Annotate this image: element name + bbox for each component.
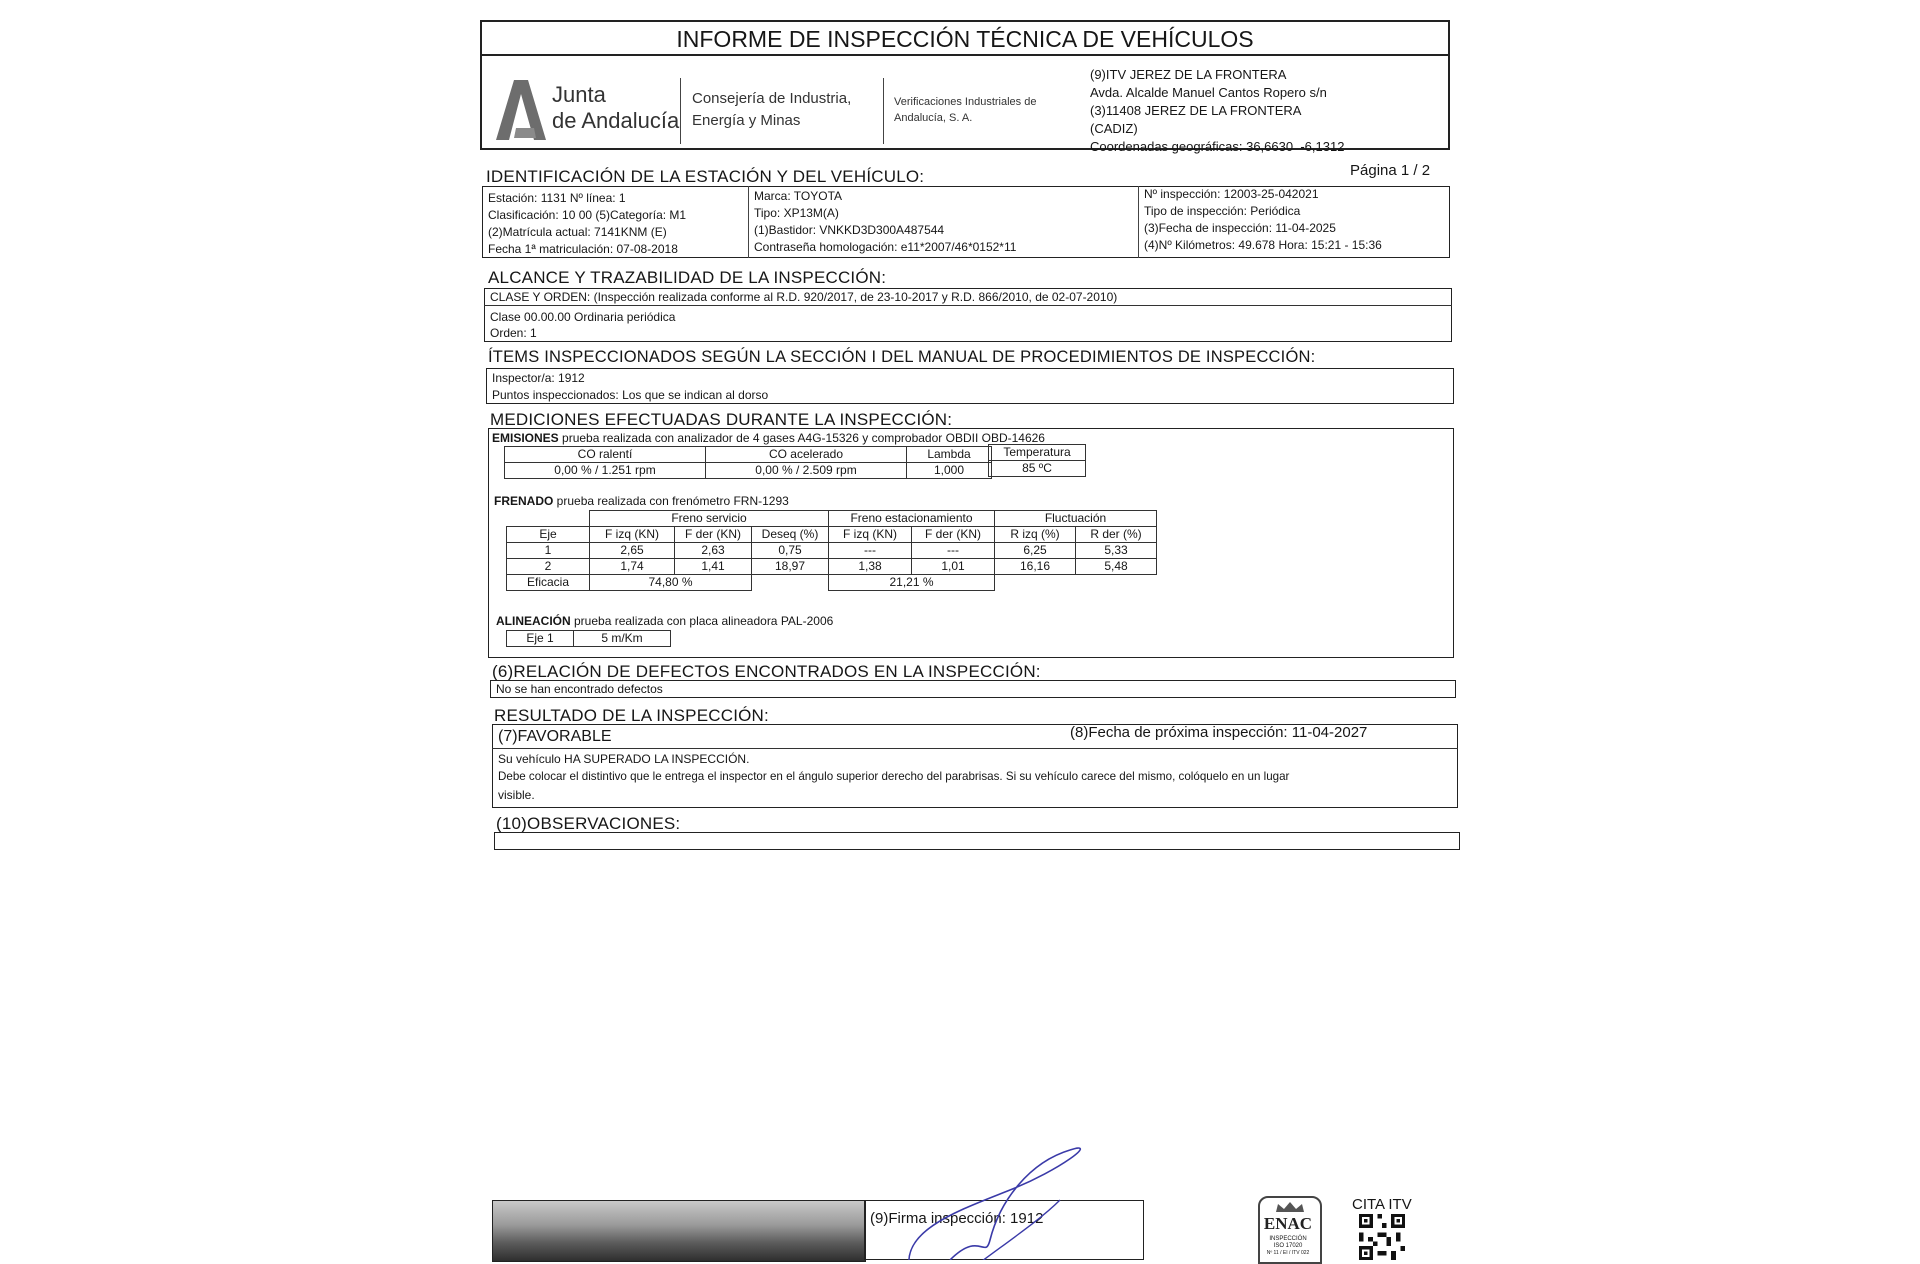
firma-inspeccion: (9)Firma inspección: 1912 [870,1210,1044,1227]
orden: Orden: 1 [490,326,537,340]
brake-col-header: Deseq (%) [752,527,829,543]
brake-cell: 2 [507,559,590,575]
temperatura-value: 85 ºC [989,461,1086,477]
brake-cell: 2,63 [675,543,752,559]
id-field: (4)Nº Kilómetros: 49.678 Hora: 15:21 - 15:36 [1144,238,1382,252]
mediciones-title: MEDICIONES EFECTUADAS DURANTE LA INSPECCIÓN: [490,410,953,429]
document-title: INFORME DE INSPECCIÓN TÉCNICA DE VEHÍCULOS [676,26,1254,52]
verificaciones-line1: Verificaciones Industriales de [894,96,1037,108]
enac-small-1: INSPECCIÓN [1269,1236,1307,1242]
id-field: Nº inspección: 12003-25-042021 [1144,187,1319,201]
document-page [470,20,1460,1260]
frenado-description [494,494,789,508]
emisiones-table [504,446,992,479]
junta-line1: Junta [552,82,606,107]
brake-cell: 5,33 [1076,543,1157,559]
identificacion-col3 [1144,186,1382,254]
identificacion-title: IDENTIFICACIÓN DE LA ESTACIÓN Y DEL VEHÍCULO: [486,167,925,186]
station-info [1090,66,1344,156]
station-line: (9)ITV JEREZ DE LA FRONTERA [1090,67,1287,82]
enac-seal [1258,1196,1322,1264]
id-field: Fecha 1ª matriculación: 07-08-2018 [488,242,678,256]
table-row [507,543,1157,559]
brake-cell: 1 [507,543,590,559]
blank-cell [752,575,829,591]
items-title: ÍTEMS INSPECCIONADOS SEGÚN LA SECCIÓN I DEL MANUAL DE PROCEDIMIENTOS DE INSPECCIÓN: [488,348,1316,366]
brake-cell: 1,41 [675,559,752,575]
station-line: Avda. Alcalde Manuel Cantos Ropero s/n [1090,85,1327,100]
consejeria-line1: Consejería de Industria, [692,90,852,107]
superado-text: Su vehículo HA SUPERADO LA INSPECCIÓN. [498,752,750,766]
alcance-divider [484,305,1452,306]
brake-col-header: F der (KN) [675,527,752,543]
emisiones-text: prueba realizada con analizador de 4 gases A4G-15326 y comprobador OBDII OBD-14626 [558,431,1045,445]
defectos-text: No se han encontrado defectos [496,682,663,696]
id-field: (3)Fecha de inspección: 11-04-2025 [1144,221,1336,235]
header-divider-1 [680,78,681,144]
id-field: Estación: 1131 Nº línea: 1 [488,191,626,205]
distintivo-line1: Debe colocar el distintivo que le entrega el inspector en el ángulo superior derecho del parabrisas. Si su vehículo carece del mismo, colóquelo en un lugar [498,770,1290,783]
brake-cell: 1,01 [912,559,995,575]
freno-estacionamiento-header: Freno estacionamiento [829,511,995,527]
puntos-inspeccionados: Puntos inspeccionados: Los que se indican al dorso [492,388,769,402]
proxima-inspeccion: (8)Fecha de próxima inspección: 11-04-2027 [1070,724,1368,741]
brake-cell: 1,74 [590,559,675,575]
brake-cell: 1,38 [829,559,912,575]
header-divider-2 [883,78,884,144]
station-coordinates [1090,138,1344,156]
brake-col-header: Eje [507,527,590,543]
emisiones-header: CO ralentí [505,447,706,463]
brake-cell: 2,65 [590,543,675,559]
page-number: Página 1 / 2 [1350,162,1431,179]
id-field: (2)Matrícula actual: 7141KNM (E) [488,225,667,239]
alineacion-table [506,630,671,647]
alineacion-label: ALINEACIÓN [496,614,571,628]
id-field: Marca: TOYOTA [754,189,843,203]
identificacion-col2 [754,188,1016,256]
emisiones-description [492,431,1045,445]
clase-orden: CLASE Y ORDEN: (Inspección realizada conforme al R.D. 920/2017, de 23-10-2017 y R.D. 866/2010, de 02-07-2010) [490,290,1118,304]
brake-cell: 6,25 [995,543,1076,559]
emisiones-value: 1,000 [907,463,992,479]
blank-cell [507,511,590,527]
observaciones-title: (10)OBSERVACIONES: [496,814,681,833]
brake-col-header: F der (KN) [912,527,995,543]
verificaciones-line2: Andalucía, S. A. [894,112,973,124]
brake-col-header: R der (%) [1076,527,1157,543]
eficacia-estacionamiento: 21,21 % [829,575,995,591]
brake-cell: 18,97 [752,559,829,575]
alineacion-text: prueba realizada con placa alineadora PAL-2006 [570,614,834,628]
alcance-title: ALCANCE Y TRAZABILIDAD DE LA INSPECCIÓN: [488,268,887,287]
frenado-table [506,510,1157,591]
distintivo-line2: visible. [498,788,535,802]
coords-lon: -6,1312 [1300,139,1345,154]
clase: Clase 00.00.00 Ordinaria periódica [490,310,676,324]
signature-icon [890,1100,1130,1260]
resultado-favorable: (7)FAVORABLE [498,728,612,745]
id-field: (1)Bastidor: VNKKD3D300A487544 [754,223,945,237]
table-row [507,559,1157,575]
brake-col-header: F izq (KN) [590,527,675,543]
frenado-text: prueba realizada con frenómetro FRN-1293 [553,494,789,508]
coords-label: Coordenadas geográficas: 36,6630 [1090,139,1294,154]
station-line: (3)11408 JEREZ DE LA FRONTERA [1090,103,1302,118]
cita-itv-label: CITA ITV [1352,1196,1412,1213]
brake-cell: --- [829,543,912,559]
blank-cell [1076,575,1157,591]
crown-icon [1260,1200,1320,1214]
emisiones-header: Lambda [907,447,992,463]
brake-cell: --- [912,543,995,559]
junta-line2: de Andalucía [552,108,680,133]
resultado-title: RESULTADO DE LA INSPECCIÓN: [494,706,769,725]
enac-label: ENAC [1263,1214,1313,1233]
emisiones-value: 0,00 % / 1.251 rpm [505,463,706,479]
defectos-title: (6)RELACIÓN DE DEFECTOS ENCONTRADOS EN LA INSPECCIÓN: [492,662,1041,681]
eficacia-label: Eficacia [507,575,590,591]
brake-cell: 16,16 [995,559,1076,575]
vehicle-photo [492,1200,866,1262]
brake-col-header: R izq (%) [995,527,1076,543]
fluctuacion-header: Fluctuación [995,511,1157,527]
enac-small-2: ISO 17020 [1273,1243,1303,1249]
brake-col-header: F izq (KN) [829,527,912,543]
brake-cell: 5,48 [1076,559,1157,575]
temperatura-header: Temperatura [989,445,1086,461]
temperatura-table [988,444,1086,477]
alineacion-description [496,614,833,628]
id-divider-1 [748,186,749,258]
id-field: Contraseña homologación: e11*2007/46*0152*11 [754,240,1017,254]
emisiones-label: EMISIONES [492,431,559,445]
frenado-label: FRENADO [494,494,554,508]
qr-code-icon [1352,1214,1412,1260]
observaciones-box [494,832,1460,850]
emisiones-value: 0,00 % / 2.509 rpm [706,463,907,479]
alineacion-eje: Eje 1 [507,631,574,647]
brake-cell: 0,75 [752,543,829,559]
id-field: Tipo: XP13M(A) [754,206,839,220]
eficacia-servicio: 74,80 % [590,575,752,591]
identificacion-col1 [488,190,686,258]
id-divider-2 [1138,186,1139,258]
inspector: Inspector/a: 1912 [492,371,585,385]
enac-small-3: Nº 11 / EI / ITV 022 [1266,1250,1310,1256]
id-field: Tipo de inspección: Periódica [1144,204,1301,218]
freno-servicio-header: Freno servicio [590,511,829,527]
consejeria-line2: Energía y Minas [692,112,801,129]
id-field: Clasificación: 10 00 (5)Categoría: M1 [488,208,687,222]
resultado-divider [492,748,1458,749]
emisiones-header: CO acelerado [706,447,907,463]
alineacion-value: 5 m/Km [574,631,671,647]
station-line: (CADIZ) [1090,121,1138,136]
blank-cell [995,575,1076,591]
